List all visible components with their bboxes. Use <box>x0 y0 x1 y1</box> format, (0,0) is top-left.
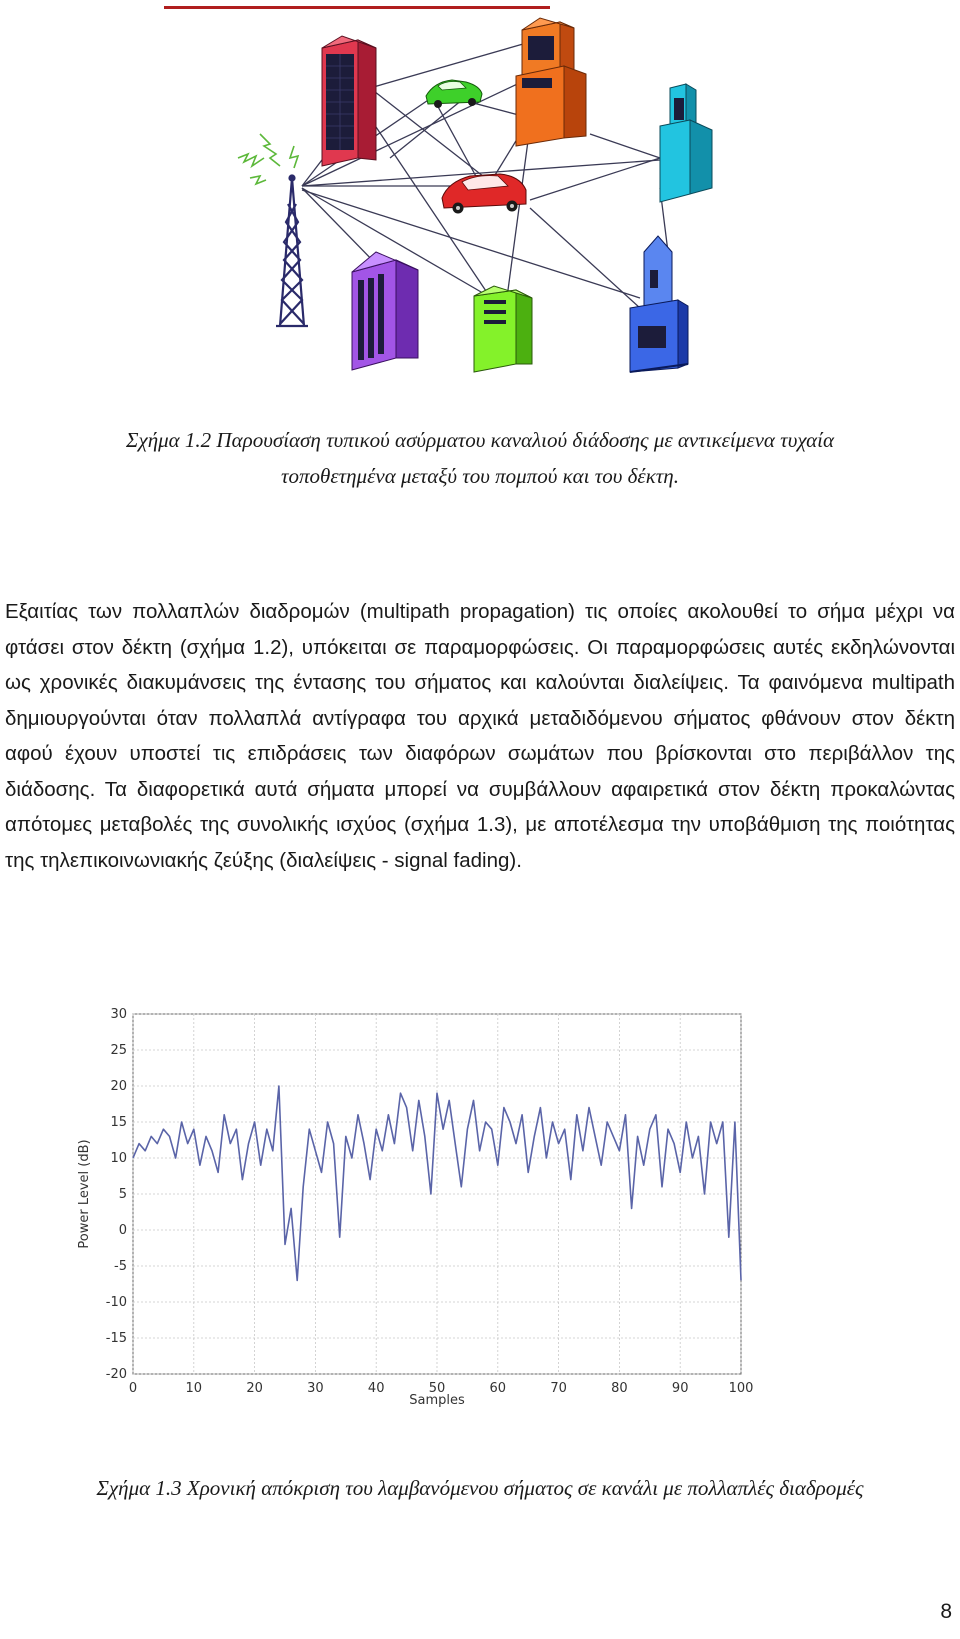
y-tick-label: 30 <box>110 1007 127 1022</box>
body-paragraph: Εξαιτίας των πολλαπλών διαδρομών (multipath propagation) τις οποίες ακολουθεί το σήμα μέχρι να φτάσει στον δέκτη (σχήμα 1.2), υπόκειται σε παραμορφώσεις. Οι παραμορφώσεις αυτές εκδηλώνονται ως χρονικές διακυμάνσεις της έντασης του σήματος και καλούνται διαλείψεις. Τα φαινόμενα multipath δημιουργούνται όταν πολλαπλά αντίγραφα του αρχικά μεταδιδόμενου σήματος φθάνουν στον δέκτη αφού έχουν υποστεί τις επιδράσεις των διαφόρων σωμάτων που βρίσκονται στο περιβάλλον της διάδοσης. Τα διαφορετικά αυτά σήματα μπορεί να συμβάλλουν αφαιρετικά στον δέκτη προκαλώντας απότομες μεταβολές της συνολικής ισχύος (σχήμα 1.3), με αποτέλεσμα την υποβάθμιση της ποιότητας της τηλεπικοινωνιακής ζεύξης (διαλείψεις - signal fading). <box>5 600 955 872</box>
transmitter-tower-icon <box>276 176 308 327</box>
x-tick-label: 80 <box>611 1381 628 1396</box>
y-tick-label: 10 <box>110 1151 127 1166</box>
x-tick-label: 70 <box>550 1381 567 1396</box>
y-tick-label: -10 <box>105 1295 127 1310</box>
building-red-icon <box>322 36 376 166</box>
y-tick-label: -15 <box>105 1331 127 1346</box>
building-cyan-icon <box>660 84 712 202</box>
y-tick-label: -20 <box>105 1367 127 1382</box>
building-green-icon <box>474 286 532 372</box>
y-tick-label: 5 <box>118 1187 127 1202</box>
x-tick-label: 90 <box>671 1381 689 1396</box>
x-tick-label: 40 <box>367 1381 385 1396</box>
y-tick-label: 20 <box>110 1079 127 1094</box>
x-tick-label: 50 <box>428 1381 446 1396</box>
x-tick-label: 60 <box>489 1381 507 1396</box>
building-orange-icon <box>516 18 586 146</box>
y-tick-label: 0 <box>118 1223 127 1238</box>
x-axis-label: Samples <box>409 1393 465 1408</box>
figure-1-2-caption <box>0 422 960 494</box>
page-number: 8 <box>940 1600 952 1623</box>
figure-1-3-caption: Σχήμα 1.3 Χρονική απόκριση του λαμβανόμενου σήματος σε κανάλι με πολλαπλές διαδρομές <box>96 1476 864 1500</box>
y-tick-labels <box>106 1007 127 1382</box>
x-tick-label: 100 <box>728 1381 754 1396</box>
car-green-icon <box>426 80 482 108</box>
building-blue-icon <box>630 236 688 372</box>
multipath-illustration <box>230 8 760 390</box>
y-tick-label: 25 <box>110 1043 127 1058</box>
x-tick-label: 10 <box>185 1381 203 1396</box>
x-tick-label: 30 <box>307 1381 324 1396</box>
power-level-chart <box>66 1000 766 1425</box>
caption-line-1: Σχήμα 1.2 Παρουσίαση τυπικού ασύρματου καναλιού διάδοσης με αντικείμενα τυχαία <box>125 428 835 452</box>
y-tick-label: 15 <box>110 1115 127 1130</box>
building-purple-icon <box>352 252 418 370</box>
caption-line-2: τοποθετημένα μεταξύ του πομπού και του δέκτη. <box>281 464 679 488</box>
car-red-icon <box>442 174 526 214</box>
y-axis-label: Power Level (dB) <box>77 1139 92 1249</box>
y-tick-label: -5 <box>114 1259 127 1274</box>
x-tick-label: 0 <box>128 1381 138 1396</box>
x-tick-label: 20 <box>246 1381 263 1396</box>
